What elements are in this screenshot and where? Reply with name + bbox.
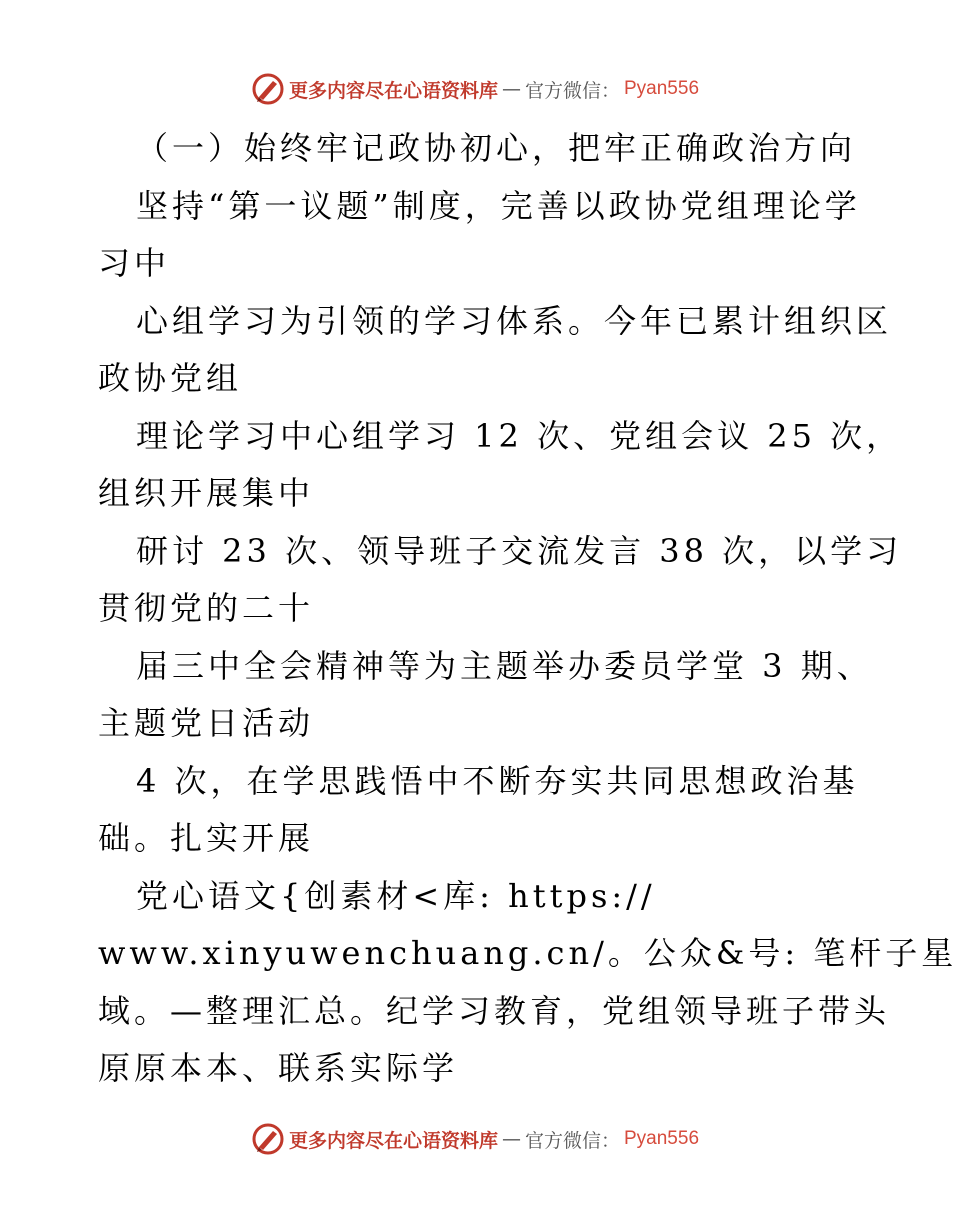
header-watermark [0,72,950,106]
watermark-separator: — [501,1128,521,1150]
body-line: www.xinyuwenchuang.cn/。公众&号: 笔杆子星 [98,934,957,972]
watermark-wechat-id: Pyan556 [624,1128,700,1149]
document-body [98,120,957,1098]
watermark-main-text: 更多内容尽在心语资料库 [288,1129,498,1152]
watermark-wechat-id: Pyan556 [624,78,700,99]
body-line: 础。扎实开展 [98,819,315,857]
body-line: 域。—整理汇总。纪学习教育，党组领导班子带头 [98,991,891,1030]
footer-watermark [0,1122,950,1156]
pen-logo-icon [251,72,285,106]
body-line: 贯彻党的二十 [98,589,315,627]
body-line: 心组学习为引领的学习体系。今年已累计组织区 [136,301,893,340]
body-line: 习中 [98,244,171,282]
body-line: 组织开展集中 [98,474,315,512]
body-line: 理论学习中心组学习 12 次、党组会议 25 次， [136,416,903,455]
body-line: 政协党组 [98,359,243,397]
pen-logo-icon [251,1122,285,1156]
watermark-wechat-label: 官方微信： [524,79,620,102]
watermark-main-text: 更多内容尽在心语资料库 [288,79,498,102]
body-line: 届三中全会精神等为主题举办委员学堂 3 期、 [136,646,873,685]
body-line: 主题党日活动 [98,704,315,742]
body-line: （一）始终牢记政协初心，把牢正确政治方向 [136,129,857,167]
body-line: 4 次，在学思践悟中不断夯实共同思想政治基 [136,761,859,800]
watermark-wechat-label: 官方微信： [524,1129,620,1152]
body-line: 坚持“第一议题”制度，完善以政协党组理论学 [136,186,861,225]
watermark-separator: — [501,78,521,100]
body-line: 原原本本、联系实际学 [98,1049,459,1087]
body-line: 研讨 23 次、领导班子交流发言 38 次，以学习 [136,531,903,570]
body-line: 党心语文{创素材<库: https:// [136,876,656,915]
